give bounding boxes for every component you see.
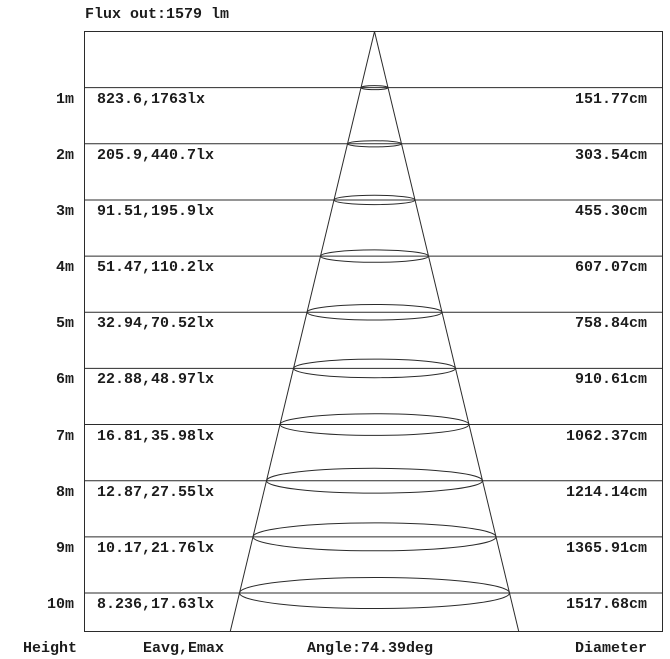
height-label: 1m [55,91,74,108]
eavg-emax-value: 12.87,27.55lx [97,484,215,501]
flux-output-title: Flux out:1579 lm [85,6,230,23]
diameter-value: 1214.14cm [565,484,647,501]
footer-diameter-label: Diameter [574,640,647,657]
diameter-value: 1365.91cm [565,540,647,557]
eavg-emax-value: 51.47,110.2lx [97,259,215,276]
footer-height-label: Height [23,640,78,657]
height-label: 5m [55,315,74,332]
footer-beam-angle-label: Angle:74.39deg [307,640,434,657]
eavg-emax-value: 8.236,17.63lx [97,596,215,613]
diameter-value: 607.07cm [574,259,647,276]
height-label: 7m [55,428,74,445]
height-label: 8m [55,484,74,501]
eavg-emax-value: 22.88,48.97lx [97,371,215,388]
eavg-emax-value: 32.94,70.52lx [97,315,215,332]
diameter-value: 1517.68cm [565,596,647,613]
diameter-value: 151.77cm [574,91,647,108]
height-label: 4m [55,259,74,276]
height-label: 6m [55,371,74,388]
cone-left-edge [230,32,374,632]
diameter-value: 1062.37cm [565,428,647,445]
eavg-emax-value: 823.6,1763lx [97,91,206,108]
eavg-emax-value: 16.81,35.98lx [97,428,215,445]
diameter-value: 455.30cm [574,203,647,220]
height-label: 10m [46,596,74,613]
eavg-emax-value: 205.9,440.7lx [97,147,215,164]
height-label: 2m [55,147,74,164]
diameter-value: 758.84cm [574,315,647,332]
height-label: 3m [55,203,74,220]
diameter-value: 910.61cm [574,371,647,388]
cone-right-edge [375,32,519,632]
height-label: 9m [55,540,74,557]
eavg-emax-value: 10.17,21.76lx [97,540,215,557]
diameter-value: 303.54cm [574,147,647,164]
eavg-emax-value: 91.51,195.9lx [97,203,215,220]
footer-eavg-emax-label: Eavg,Emax [143,640,225,657]
